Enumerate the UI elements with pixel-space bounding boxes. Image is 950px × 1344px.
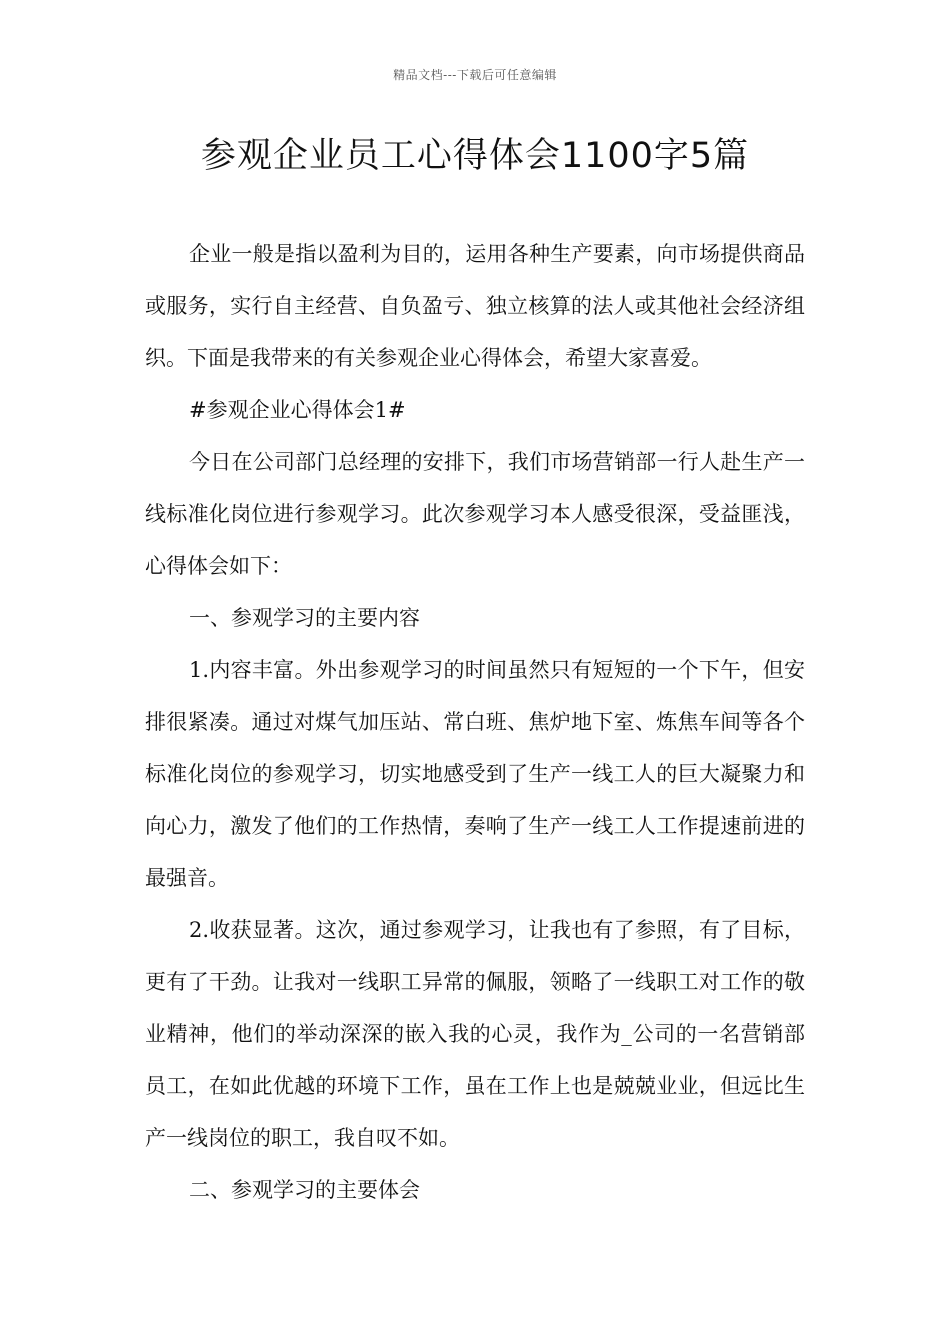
subheading-main-content: 一、参观学习的主要内容 [189,606,420,630]
section-heading-1: #参观企业心得体会1# [189,398,406,422]
paragraph-point-1: 1.内容丰富。外出参观学习的时间虽然只有短短的一个下午，但安排很紧凑。通过对煤气加压站、常白班、焦炉地下室、炼焦车间等各个标准化岗位的参观学习，切实地感受到了生产一线工人的巨大凝聚力和向心力，激发了他们的工作热情，奏响了生产一线工人工作提速前进的最强音。 [145,658,805,890]
subheading-main-experience: 二、参观学习的主要体会 [189,1178,420,1202]
paragraph-point-2: 2.收获显著。这次，通过参观学习，让我也有了参照，有了目标，更有了干劲。让我对一线职工异常的佩服，领略了一线职工对工作的敬业精神，他们的举动深深的嵌入我的心灵，我作为_公司的一名营销部员工，在如此优越的环境下工作，虽在工作上也是兢兢业业，但远比生产一线岗位的职工，我自叹不如。 [145,918,805,1150]
page-header-note: 精品文档---下载后可任意编辑 [393,68,557,82]
document-body [145,228,805,1216]
paragraph-visit-overview: 今日在公司部门总经理的安排下，我们市场营销部一行人赴生产一线标准化岗位进行参观学习。此次参观学习本人感受很深，受益匪浅，心得体会如下： [145,450,805,578]
intro-paragraph: 企业一般是指以盈利为目的，运用各种生产要素，向市场提供商品或服务，实行自主经营、自负盈亏、独立核算的法人或其他社会经济组织。下面是我带来的有关参观企业心得体会，希望大家喜爱。 [145,242,805,370]
document-title: 参观企业员工心得体会1100字5篇 [200,136,750,176]
